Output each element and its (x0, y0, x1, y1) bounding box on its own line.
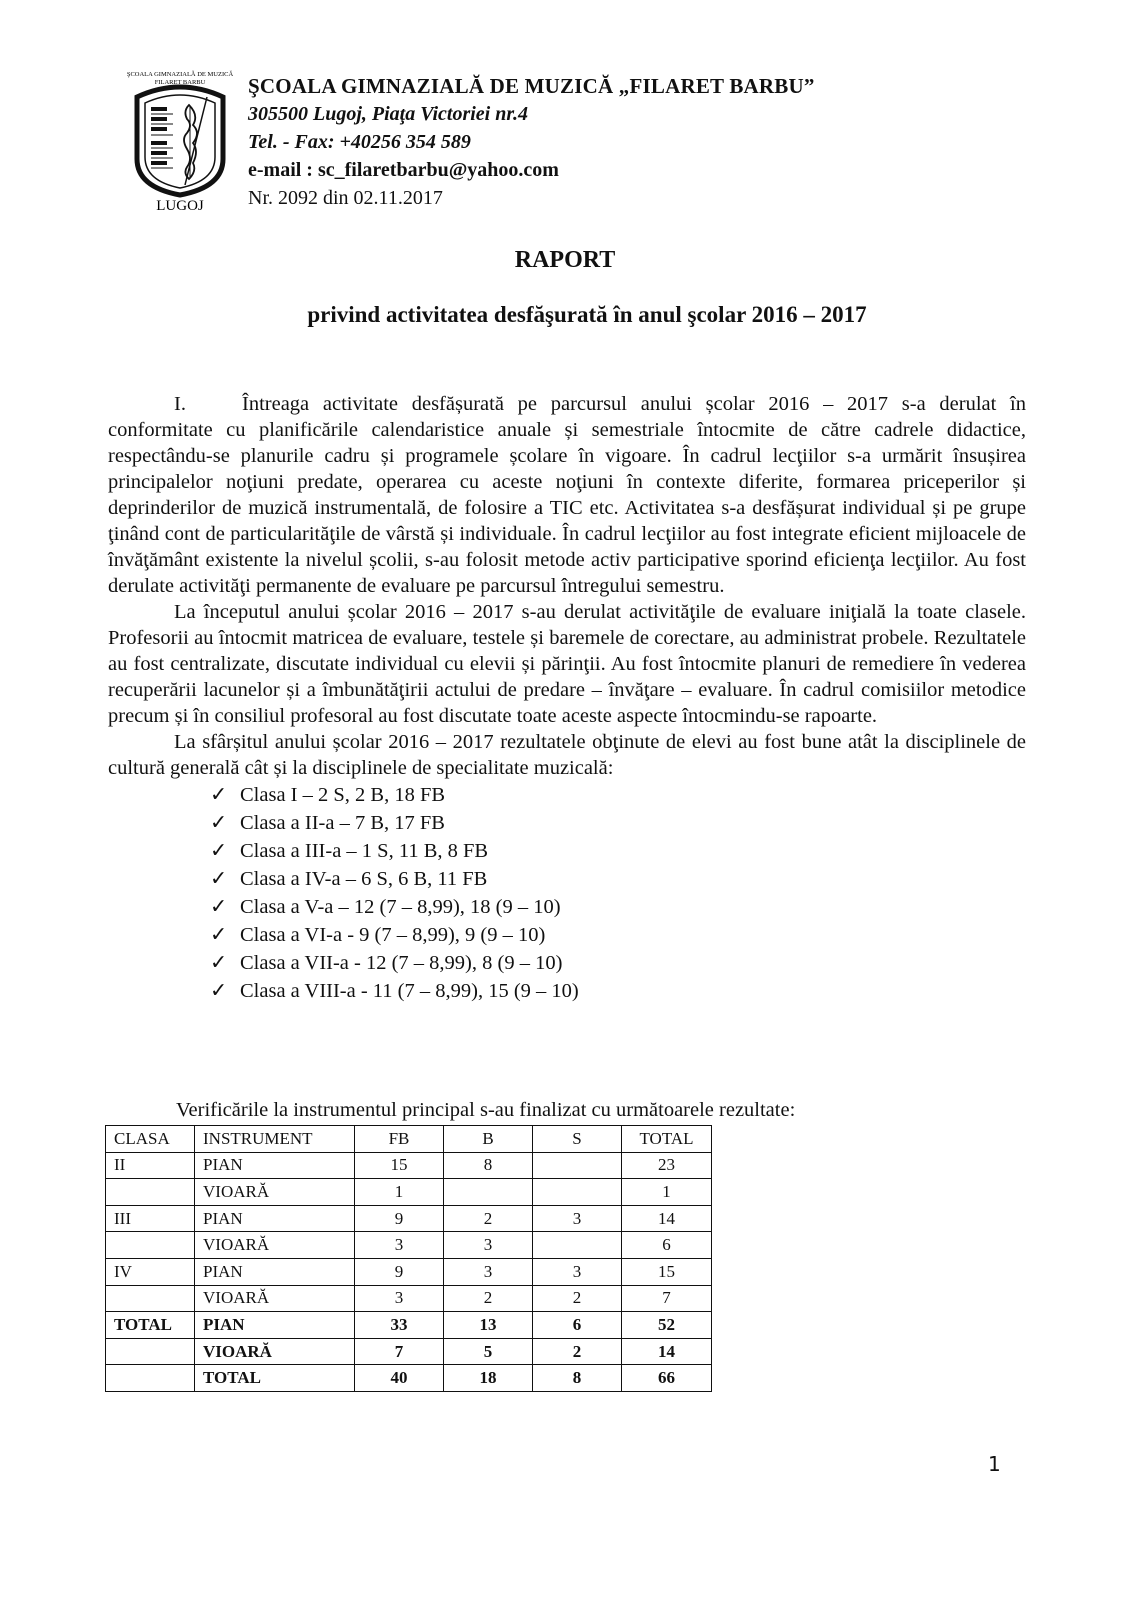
paragraph (108, 391, 1026, 599)
list-item: ✓ Clasa a II-a – 7 B, 17 FB (210, 809, 1026, 837)
table-cell: 6 (622, 1232, 712, 1259)
page-number: 1 (988, 1452, 1001, 1476)
table-header-cell: CLASA (106, 1126, 195, 1153)
paragraph: La sfârșitul anului școlar 2016 – 2017 rezultatele obţinute de elevi au fost bune atât la disciplinele de cultură generală cât și la disciplinele de specialitate muzicală: (108, 731, 1026, 779)
table-cell: 66 (622, 1365, 712, 1392)
table-cell: VIOARĂ (195, 1338, 355, 1365)
table-cell: 9 (355, 1258, 444, 1285)
list-item: ✓ Clasa a IV-a – 6 S, 6 B, 11 FB (210, 865, 1026, 893)
table-row (106, 1285, 712, 1312)
table-cell (106, 1285, 195, 1312)
table-cell: 52 (622, 1312, 712, 1339)
table-header-cell: B (444, 1126, 533, 1153)
school-name: ŞCOALA GIMNAZIALĂ DE MUZICĂ „FILARET BARBU” (248, 74, 815, 98)
section-number: I. (174, 393, 186, 415)
school-email: e-mail : sc_filaretbarbu@yahoo.com (248, 159, 559, 181)
table-cell: PIAN (195, 1258, 355, 1285)
table-cell: PIAN (195, 1152, 355, 1179)
logo-top-text: ŞCOALA GIMNAZIALĂ DE MUZICĂ (127, 71, 233, 78)
table-cell: 7 (622, 1285, 712, 1312)
logo-mid-text: FILARET BARBU (154, 79, 206, 86)
table-row (106, 1365, 712, 1392)
check-icon: ✓ (210, 952, 228, 974)
table-cell: IV (106, 1258, 195, 1285)
table-cell: 14 (622, 1205, 712, 1232)
table-cell: 15 (622, 1258, 712, 1285)
table-cell: 5 (444, 1338, 533, 1365)
table-cell: 15 (355, 1152, 444, 1179)
table-cell: 2 (444, 1205, 533, 1232)
table-cell (444, 1179, 533, 1206)
table-cell: PIAN (195, 1312, 355, 1339)
list-item: ✓ Clasa a V-a – 12 (7 – 8,99), 18 (9 – 10) (210, 893, 1026, 921)
table-cell: PIAN (195, 1205, 355, 1232)
table-cell: VIOARĂ (195, 1232, 355, 1259)
document-title: RAPORT (514, 247, 616, 273)
table-row (106, 1205, 712, 1232)
check-icon: ✓ (210, 868, 228, 890)
table-cell: 7 (355, 1338, 444, 1365)
list-item: ✓ Clasa a III-a – 1 S, 11 B, 8 FB (210, 837, 1026, 865)
table-row (106, 1179, 712, 1206)
table-cell: 2 (533, 1338, 622, 1365)
table-cell: 8 (444, 1152, 533, 1179)
table-header-cell: FB (355, 1126, 444, 1153)
table-cell: 3 (533, 1205, 622, 1232)
check-icon: ✓ (210, 840, 228, 862)
table-cell: 3 (355, 1232, 444, 1259)
table-cell: II (106, 1152, 195, 1179)
table-cell: 23 (622, 1152, 712, 1179)
table-header-cell: INSTRUMENT (195, 1126, 355, 1153)
table-cell: 33 (355, 1312, 444, 1339)
table-cell (106, 1365, 195, 1392)
check-icon: ✓ (210, 980, 228, 1002)
results-table (105, 1125, 712, 1392)
table-cell: 9 (355, 1205, 444, 1232)
table-row (106, 1232, 712, 1259)
school-phone: Tel. - Fax: +40256 354 589 (248, 131, 471, 153)
table-cell: TOTAL (106, 1312, 195, 1339)
list-item: ✓ Clasa a VI-a - 9 (7 – 8,99), 9 (9 – 10) (210, 921, 1026, 949)
table-cell: VIOARĂ (195, 1285, 355, 1312)
table-cell (533, 1179, 622, 1206)
table-cell: 8 (533, 1365, 622, 1392)
letterhead (248, 72, 815, 212)
table-cell: 3 (444, 1232, 533, 1259)
check-icon: ✓ (210, 924, 228, 946)
table-cell (533, 1232, 622, 1259)
school-logo (127, 67, 233, 213)
table-cell: VIOARĂ (195, 1179, 355, 1206)
document-subtitle: privind activitatea desfăşurată în anul şcolar 2016 – 2017 (307, 302, 867, 327)
table-cell: 3 (444, 1258, 533, 1285)
table-cell: 18 (444, 1365, 533, 1392)
report-body (108, 391, 1026, 1005)
table-cell: 13 (444, 1312, 533, 1339)
table-cell: TOTAL (195, 1365, 355, 1392)
table-cell: 14 (622, 1338, 712, 1365)
table-cell (106, 1232, 195, 1259)
paragraph-text: Întreaga activitate desfășurată pe parcursul anului școlar 2016 – 2017 s-a derulat în conformitate cu planificările calendaristice anuale și semestriale întocmite de către cadrele didactice, respectându-se planurile cadru și programele școlare în vigoare. În cadrul lecţiilor s-a urmărit însușirea principalelor noţiuni predate, operarea cu aceste noţiuni în contexte diferite, formarea priceperilor și deprinderilor de muzică instrumentală, de folosire a TIC etc. Activitatea s-a desfășurat individual și pe grupe ţinând cont de particularităţile de vârstă și individuale. În cadrul lecţiilor au fost integrate eficient mijloacele de învăţământ existente la nivelul școlii, s-au folosit metode activ participative sporind eficienţa lecţiilor. Au fost derulate activităţi permanente de evaluare pe parcursul întregului semestru. (108, 393, 1026, 597)
table-cell: 1 (622, 1179, 712, 1206)
table-header-cell: TOTAL (622, 1126, 712, 1153)
list-item: ✓ Clasa a VII-a - 12 (7 – 8,99), 8 (9 – 10) (210, 949, 1026, 977)
table-cell: 3 (355, 1285, 444, 1312)
table-header-cell: S (533, 1126, 622, 1153)
table-cell (106, 1338, 195, 1365)
check-icon: ✓ (210, 896, 228, 918)
check-icon: ✓ (210, 784, 228, 806)
check-icon: ✓ (210, 812, 228, 834)
table-header-row (106, 1126, 712, 1153)
logo-bottom-text: LUGOJ (156, 198, 204, 213)
table-cell (533, 1152, 622, 1179)
table-row (106, 1338, 712, 1365)
table-cell: 3 (533, 1258, 622, 1285)
table-row (106, 1258, 712, 1285)
table-cell (106, 1179, 195, 1206)
table-cell: 40 (355, 1365, 444, 1392)
table-row (106, 1312, 712, 1339)
class-results-list (108, 781, 1026, 1005)
list-item: ✓ Clasa a VIII-a - 11 (7 – 8,99), 15 (9 – 10) (210, 977, 1026, 1005)
table-cell: III (106, 1205, 195, 1232)
table-row (106, 1152, 712, 1179)
paragraph: La începutul anului școlar 2016 – 2017 s-au derulat activităţile de evaluare iniţială la toate clasele. Profesorii au întocmit matricea de evaluare, testele și baremele de corectare, au administrat probele. Rezultatele au fost centralizate, discutate individual cu elevii și părinţii. Au fost întocmite planuri de remediere în vederea recuperării lacunelor și a îmbunătăţirii actului de predare – învăţare – evaluare. În cadrul comisiilor metodice precum și în consiliul profesoral au fost discutate toate aceste aspecte întocmindu-se rapoarte. (108, 601, 1026, 727)
document-reference: Nr. 2092 din 02.11.2017 (248, 187, 443, 209)
table-cell: 2 (444, 1285, 533, 1312)
table-cell: 6 (533, 1312, 622, 1339)
list-item: ✓ Clasa I – 2 S, 2 B, 18 FB (210, 781, 1026, 809)
table-caption: Verificările la instrumentul principal s-au finalizat cu următoarele rezultate: (176, 1099, 796, 1121)
table-cell: 1 (355, 1179, 444, 1206)
school-address: 305500 Lugoj, Piaţa Victoriei nr.4 (248, 103, 529, 125)
table-cell: 2 (533, 1285, 622, 1312)
